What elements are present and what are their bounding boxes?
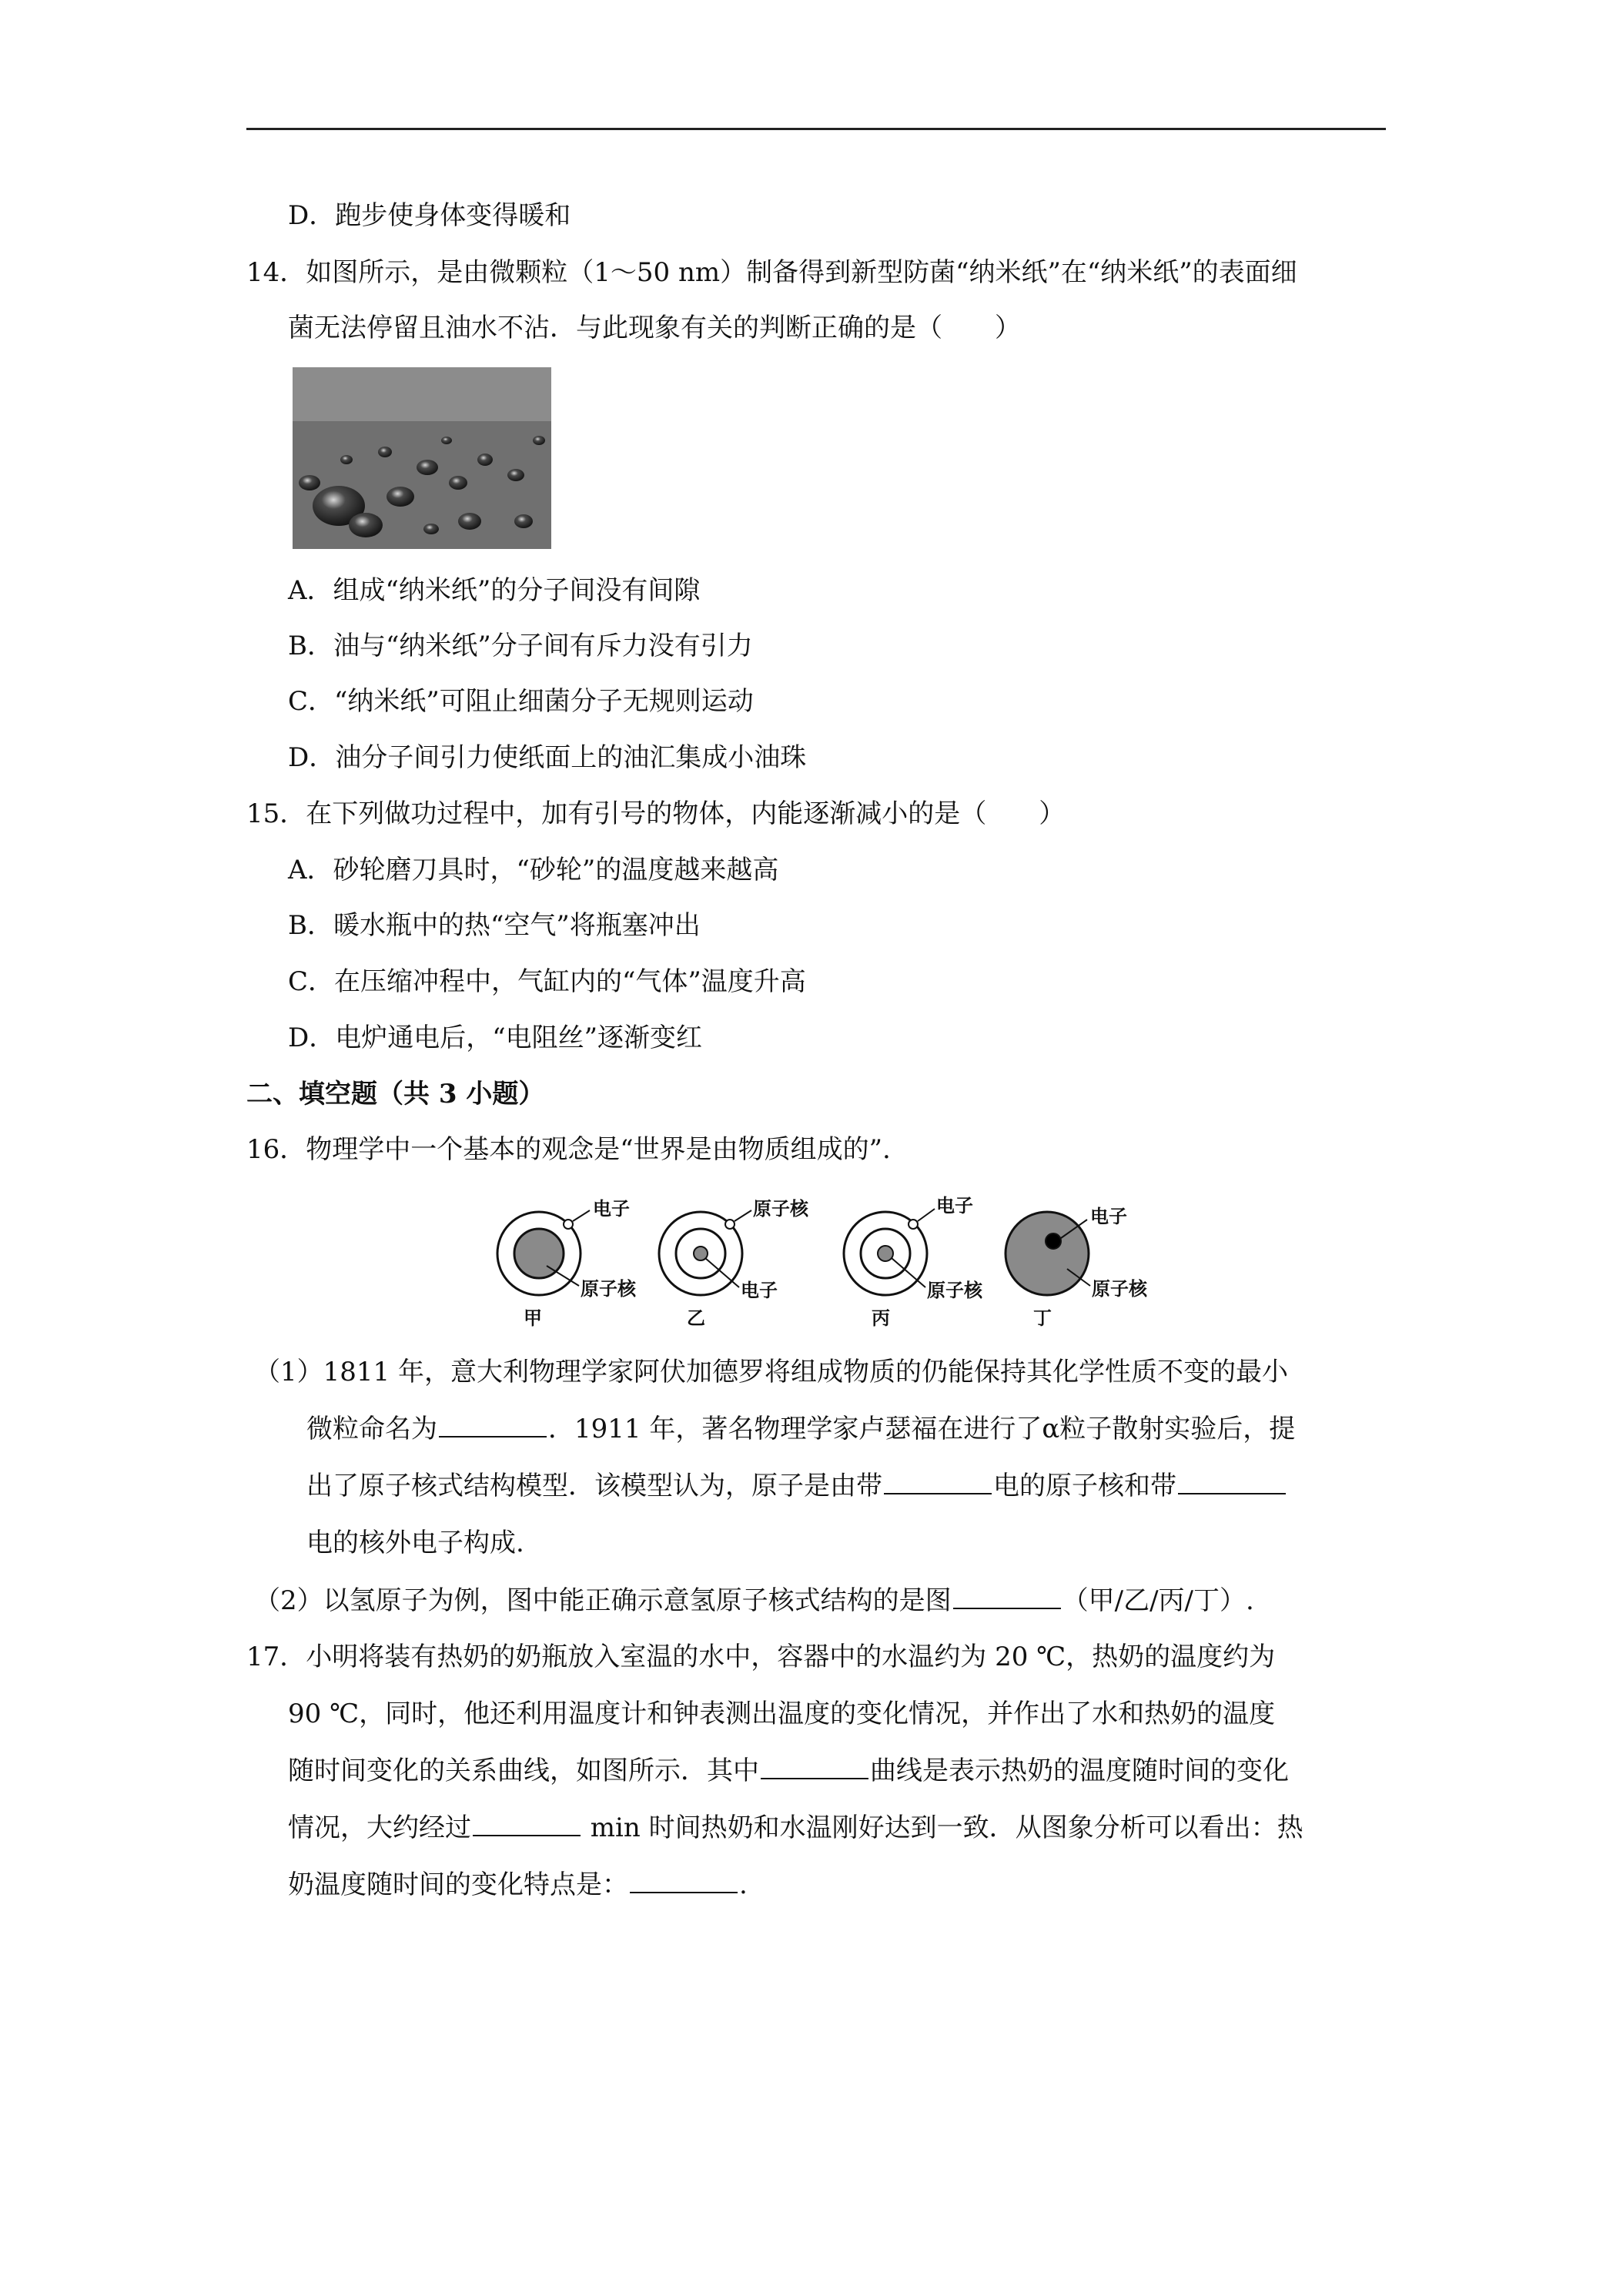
- bing-electron-label: 电子: [936, 1195, 973, 1217]
- q14-option-d: D．油分子间引力使纸面上的油汇集成小油珠: [288, 742, 807, 773]
- answer-blank[interactable]: [630, 1869, 738, 1893]
- q16-part2: （2）以氢原子为例，图中能正确示意氢原子核式结构的是图 （甲/乙/丙/丁）.: [254, 1585, 1254, 1616]
- q15-option-a: A．砂轮磨刀具时，“砂轮”的温度越来越高: [288, 855, 779, 885]
- atom-model-yi: [659, 1198, 809, 1329]
- answer-blank[interactable]: [884, 1470, 992, 1494]
- q17-line4: 情况，大约经过 min 时间热奶和水温刚好达到一致．从图象分析可以看出：热: [288, 1812, 1303, 1843]
- section-heading: 二、填空题（共 3 小题）: [246, 1079, 545, 1110]
- q15-stem: 15．在下列做功过程中，加有引号的物体，内能逐渐减小的是（ ）: [246, 798, 1066, 829]
- answer-blank[interactable]: [761, 1755, 868, 1779]
- q15-option-c: C．在压缩冲程中，气缸内的“气体”温度升高: [288, 966, 806, 997]
- q16-stem: 16．物理学中一个基本的观念是“世界是由物质组成的”.: [246, 1134, 891, 1165]
- yi-nucleus-label: 原子核: [753, 1198, 808, 1220]
- yi-caption: 乙: [687, 1307, 705, 1329]
- q14-stem-line2: 菌无法停留且油水不沾．与此现象有关的判断正确的是（ ）: [288, 313, 1021, 343]
- q15-option-d: D．电炉通电后，“电阻丝”逐渐变红: [288, 1022, 703, 1053]
- ding-caption: 丁: [1033, 1307, 1052, 1329]
- jia-caption: 甲: [524, 1307, 542, 1329]
- jia-nucleus-label: 原子核: [581, 1278, 636, 1300]
- answer-blank[interactable]: [473, 1812, 581, 1836]
- q16-part1-line3: 出了原子核式结构模型．该模型认为，原子是由带 电的原子核和带: [306, 1468, 1287, 1504]
- q14-option-c: C．“纳米纸”可阻止细菌分子无规则运动: [288, 686, 754, 717]
- q17-line1: 17．小明将装有热奶的奶瓶放入室温的水中，容器中的水温约为 20 ℃，热奶的温度约为: [246, 1642, 1276, 1672]
- q16-part1-line4: 电的核外电子构成.: [306, 1528, 524, 1558]
- jia-electron-label: 电子: [593, 1198, 630, 1220]
- q14-stem-line1: 14．如图所示，是由微颗粒（1～50 nm）制备得到新型防菌“纳米纸”在“纳米纸”的表面细: [246, 257, 1297, 288]
- atom-model-jia: [497, 1198, 637, 1329]
- q15-option-b: B．暖水瓶中的热“空气”将瓶塞冲出: [288, 910, 701, 941]
- answer-blank[interactable]: [439, 1413, 547, 1438]
- q17-line5: 奶温度随时间的变化特点是： .: [288, 1869, 748, 1900]
- q16-part1-line2: 微粒命名为 ．1911 年，著名物理学家卢瑟福在进行了α粒子散射实验后，提: [306, 1414, 1296, 1444]
- atom-model-bing: [844, 1195, 983, 1329]
- nano-paper-photo: [293, 367, 551, 549]
- answer-blank[interactable]: [1178, 1470, 1286, 1494]
- header-rule: [246, 128, 1386, 130]
- q17-line2: 90 ℃，同时，他还利用温度计和钟表测出温度的变化情况，并作出了水和热奶的温度: [288, 1699, 1276, 1729]
- yi-electron-label: 电子: [741, 1280, 778, 1301]
- ding-electron-label: 电子: [1090, 1206, 1127, 1227]
- ding-nucleus-label: 原子核: [1092, 1278, 1147, 1300]
- atom-models-figure: [485, 1192, 1147, 1330]
- q17-line3: 随时间变化的关系曲线，如图所示．其中 曲线是表示热奶的温度随时间的变化: [288, 1755, 1289, 1786]
- q13-option-d: D．跑步使身体变得暖和: [288, 200, 571, 231]
- q16-part1-line1: （1）1811 年，意大利物理学家阿伏加德罗将组成物质的仍能保持其化学性质不变的最小: [254, 1357, 1288, 1387]
- bing-caption: 丙: [872, 1307, 890, 1329]
- q14-option-a: A．组成“纳米纸”的分子间没有间隙: [288, 575, 701, 606]
- answer-blank[interactable]: [953, 1585, 1061, 1609]
- q14-option-b: B．油与“纳米纸”分子间有斥力没有引力: [288, 631, 753, 661]
- bing-nucleus-label: 原子核: [927, 1280, 982, 1301]
- atom-model-ding: [1006, 1206, 1148, 1329]
